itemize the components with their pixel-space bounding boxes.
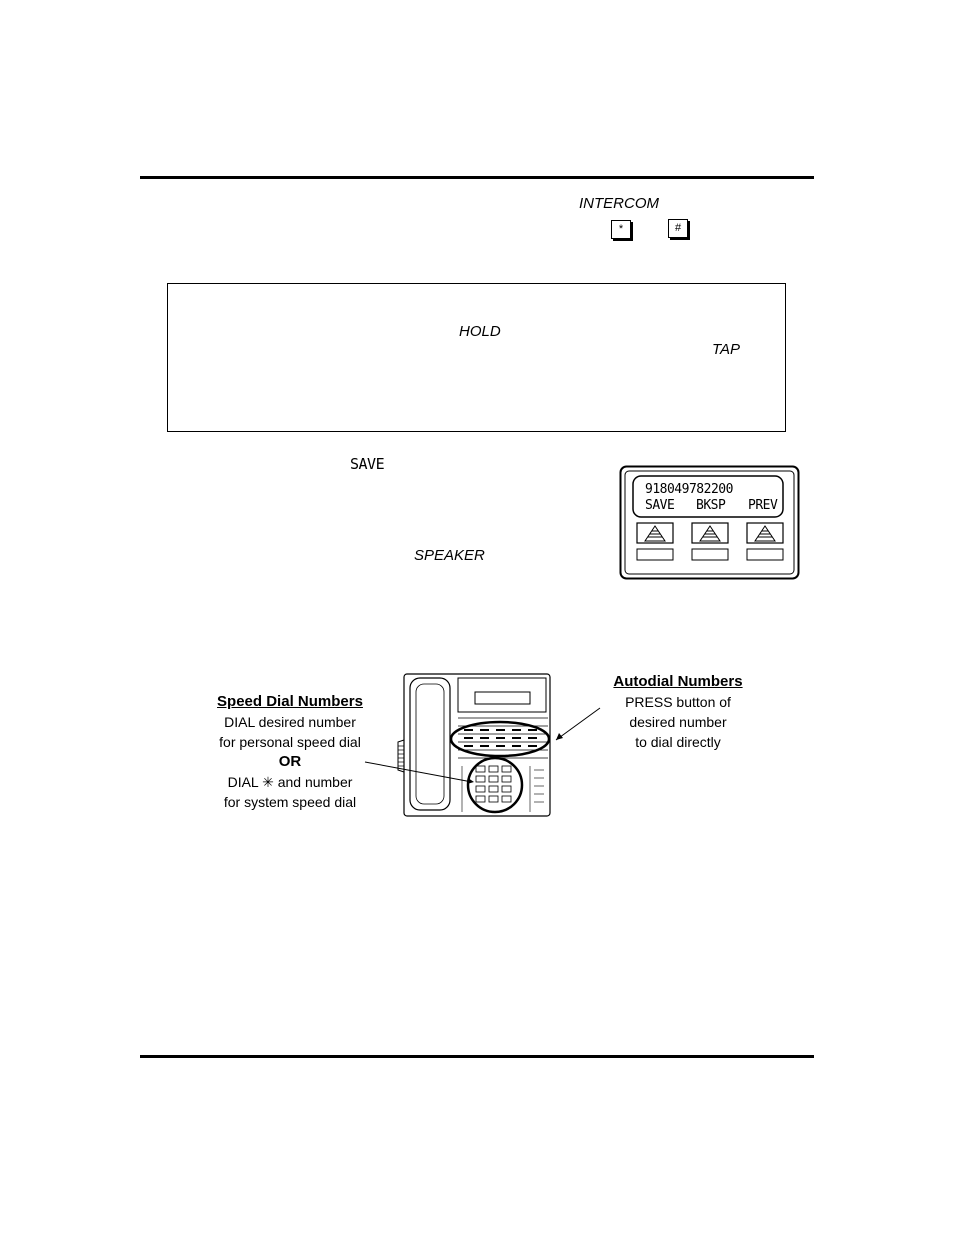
speed-dial-line4: for system speed dial (223, 794, 357, 810)
display-panel (619, 465, 800, 580)
tap-label: TAP (712, 341, 741, 358)
autodial-title: Autodial Numbers (613, 673, 743, 690)
speed-dial-line3: DIAL ✳ and number (227, 774, 353, 790)
softkey-label-prev: PREV (748, 498, 778, 513)
autodial-line1: PRESS button of (625, 694, 731, 710)
note-box (167, 283, 786, 432)
hold-label: HOLD (459, 323, 501, 340)
speed-dial-block (190, 692, 390, 812)
intercom-label: INTERCOM (579, 195, 659, 212)
star-key: * (611, 220, 631, 239)
autodial-block (588, 672, 768, 752)
hash-key: # (668, 219, 688, 238)
softkey-buttons (637, 523, 783, 560)
softkey-label-bksp: BKSP (696, 498, 726, 513)
top-rule (140, 176, 814, 179)
autodial-line3: to dial directly (635, 734, 721, 750)
speed-dial-line1: DIAL desired number (224, 714, 356, 730)
softkey-label-save: SAVE (645, 498, 675, 513)
bottom-rule (140, 1055, 814, 1058)
save-softkey-label: SAVE (350, 455, 385, 473)
speed-dial-or: OR (278, 753, 302, 770)
speed-dial-title: Speed Dial Numbers (217, 693, 363, 710)
speed-dial-line2: for personal speed dial (219, 734, 361, 750)
speaker-label: SPEAKER (414, 547, 485, 564)
display-number: 918049782200 (645, 482, 733, 497)
autodial-line2: desired number (629, 714, 727, 730)
